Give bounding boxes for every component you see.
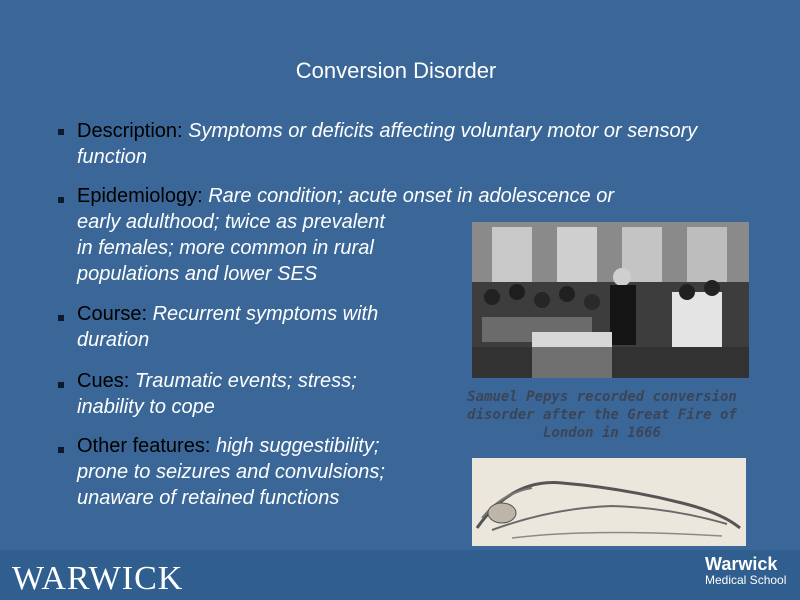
bullet-icon <box>58 315 64 321</box>
bullet-icon <box>58 129 64 135</box>
arched-figure-icon <box>472 458 746 546</box>
item-text: unaware of retained functions <box>77 487 340 509</box>
school-logo-line2: Medical School <box>705 573 787 587</box>
item-text: in females; more common in rural <box>77 237 374 259</box>
list-item-other-features <box>77 433 457 511</box>
item-text: populations and lower SES <box>77 263 318 285</box>
item-text: Symptoms or deficits affecting voluntary motor or sensory function <box>77 120 698 168</box>
list-item-description <box>77 118 757 170</box>
slide-title: Conversion Disorder <box>295 58 497 83</box>
item-text: inability to cope <box>77 396 215 418</box>
item-label: Cues: <box>77 370 130 392</box>
item-text: high suggestibility; <box>215 435 380 457</box>
list-item-cues <box>77 368 457 420</box>
photo-caption: Samuel Pepys recorded conversion disorder after the Great Fire of London in 1666 <box>467 389 737 441</box>
item-text: Traumatic events; stress; <box>134 370 357 392</box>
item-text: duration <box>77 329 150 351</box>
warwick-logo: WARWICK <box>12 560 184 597</box>
item-label: Course: <box>77 303 148 325</box>
lecture-scene-icon <box>472 222 749 378</box>
bullet-icon <box>58 197 64 203</box>
school-logo-line1: Warwick <box>705 554 778 574</box>
item-text: Recurrent symptoms with <box>152 303 379 325</box>
item-text: prone to seizures and convulsions; <box>77 461 385 483</box>
item-label: Description: <box>77 120 183 142</box>
item-label: Epidemiology: <box>77 185 203 207</box>
item-label: Other features: <box>77 435 211 457</box>
medical-school-logo <box>705 556 790 588</box>
list-item-course <box>77 301 457 353</box>
bullet-icon <box>58 447 64 453</box>
item-text: Rare condition; acute onset in adolescence or <box>208 185 614 207</box>
historical-drawing <box>472 458 746 546</box>
bullet-icon <box>58 382 64 388</box>
historical-lecture-photo <box>472 222 749 378</box>
item-text: early adulthood; twice as prevalent <box>77 211 385 233</box>
